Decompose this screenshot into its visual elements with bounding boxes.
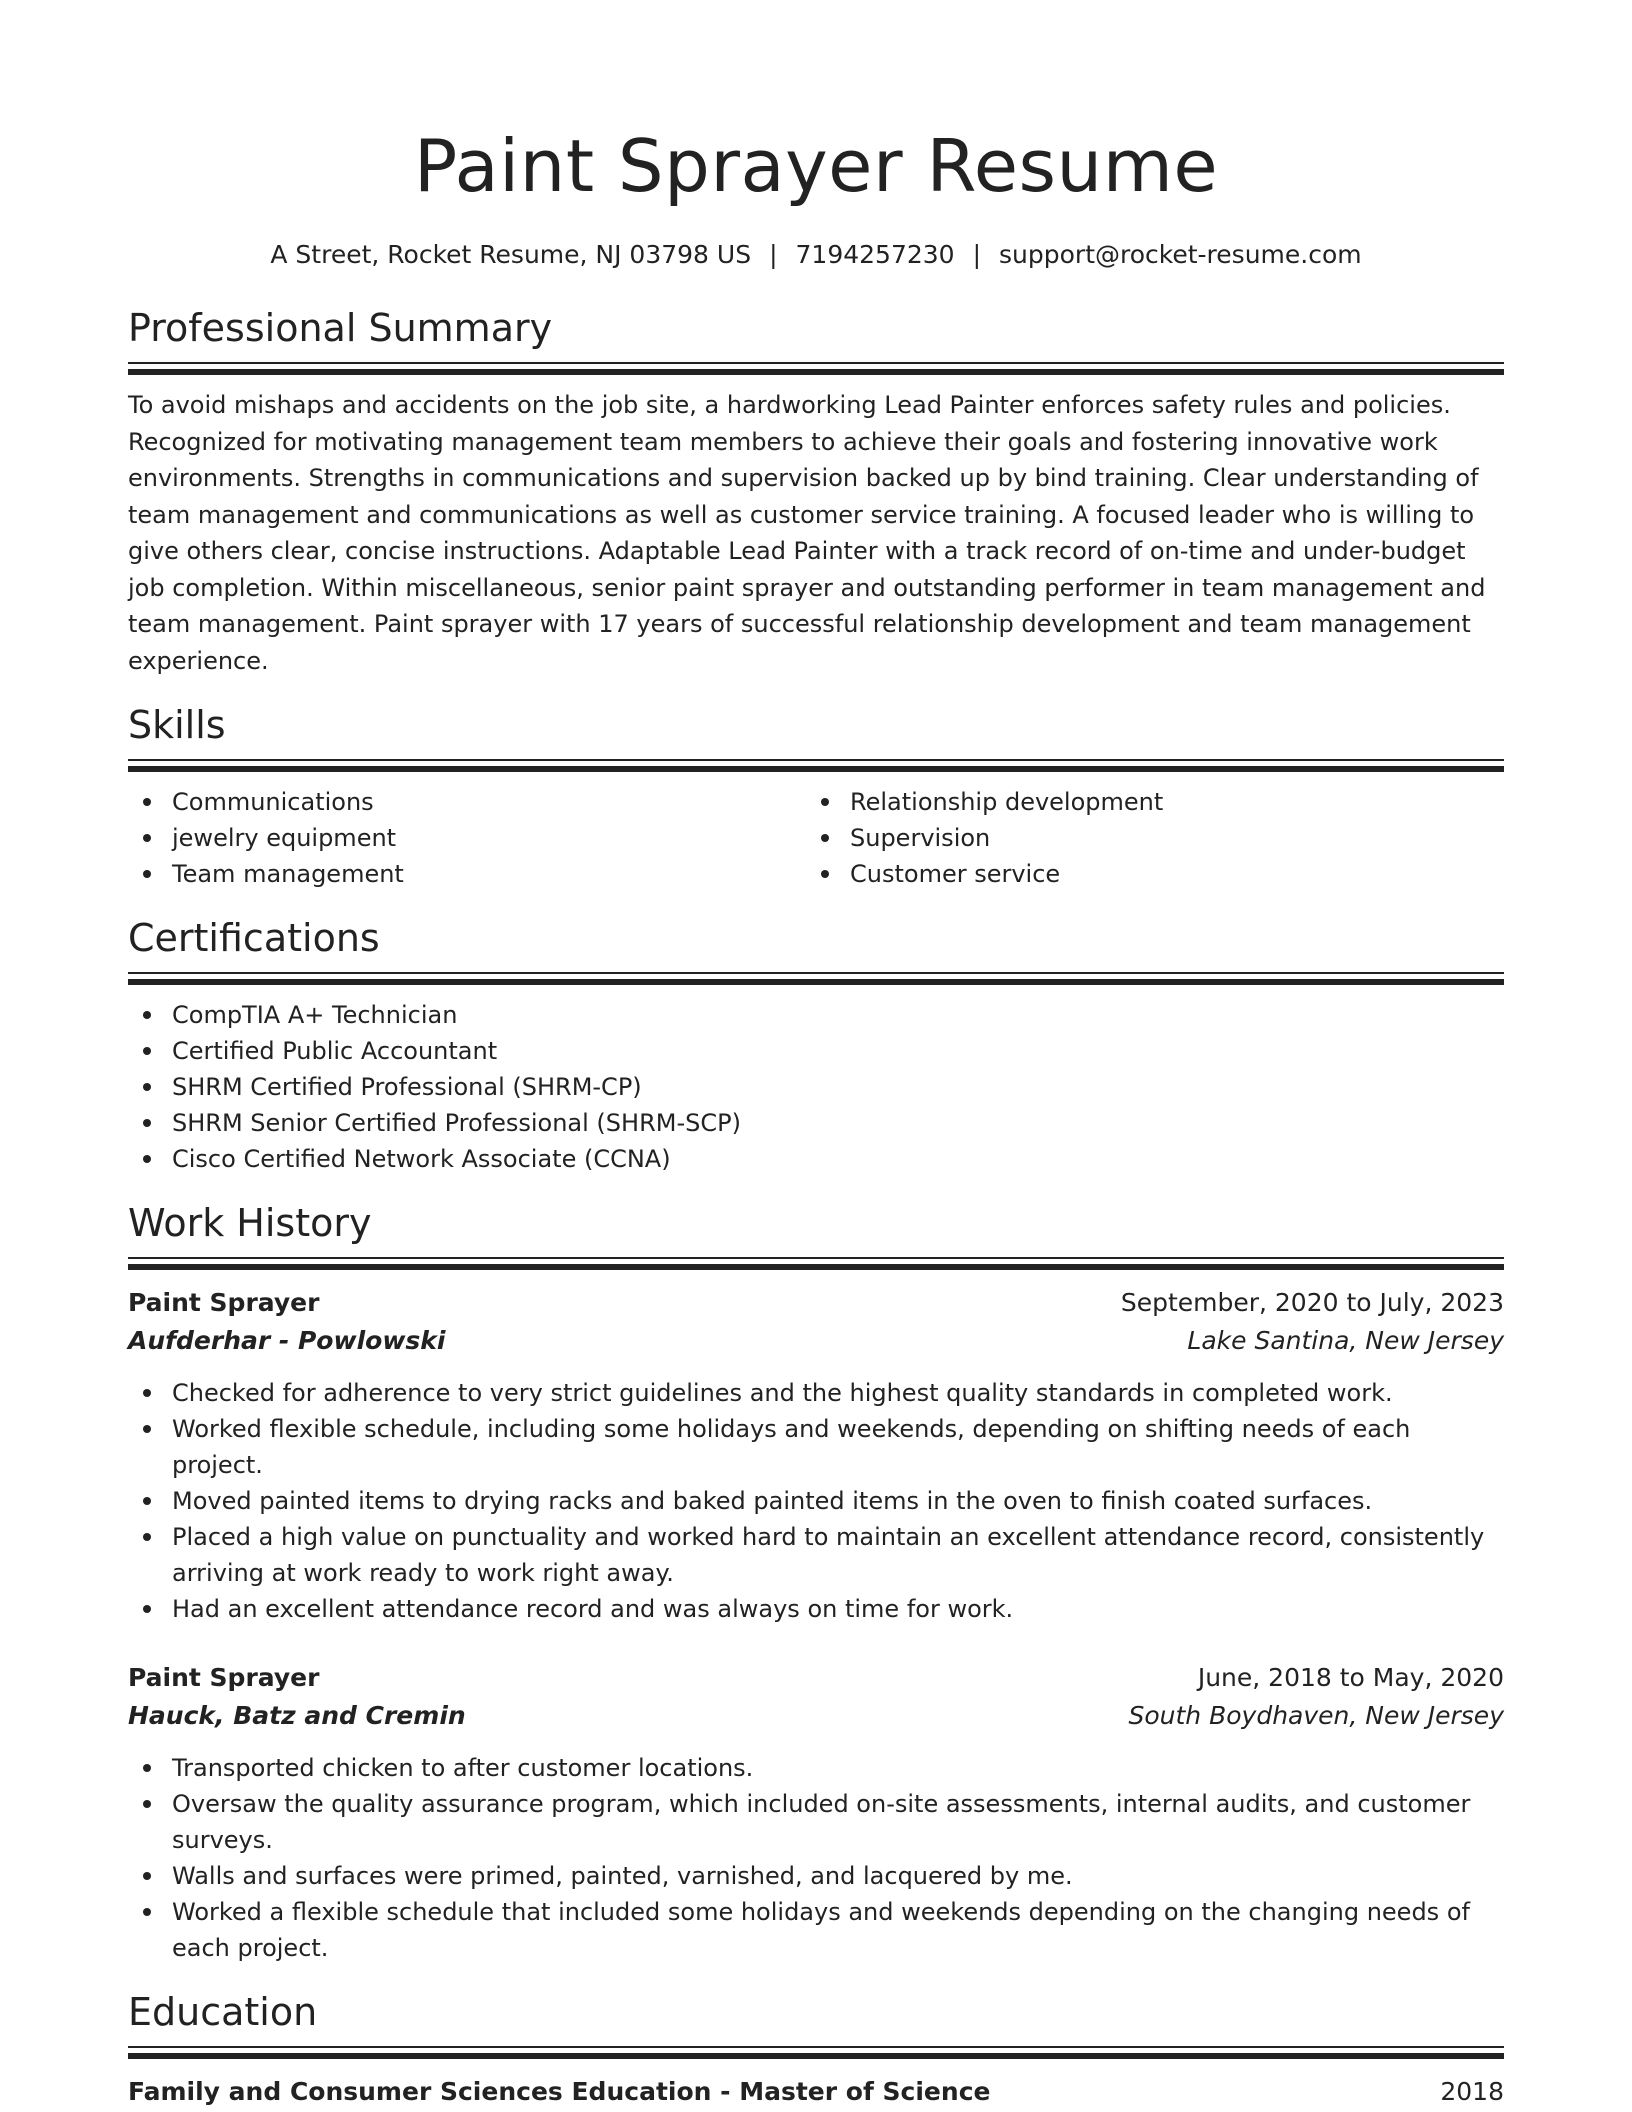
bullet-icon (143, 798, 151, 806)
bullet-icon (143, 1119, 151, 1127)
job-header (128, 1284, 1504, 1322)
job-entry (128, 1659, 1504, 1966)
section-title-work-history: Work History (128, 1201, 372, 1245)
job-bullet: Transported chicken to after customer locations. (128, 1750, 1504, 1786)
certification-item: CompTIA A+ Technician (128, 997, 1504, 1033)
job-location: Lake Santina, New Jersey (1187, 1326, 1504, 1355)
job-dates: June, 2018 to May, 2020 (1197, 1663, 1504, 1692)
skills-list-left (128, 784, 806, 892)
skill-item: jewelry equipment (128, 820, 806, 856)
job-bullets (128, 1750, 1504, 1966)
certification-item: SHRM Certified Professional (SHRM-CP) (128, 1069, 1504, 1105)
job-bullets (128, 1375, 1504, 1627)
skills-grid (128, 784, 1504, 892)
section-divider (128, 972, 1504, 974)
job-location: South Boydhaven, New Jersey (1128, 1701, 1504, 1730)
skill-item: Team management (128, 856, 806, 892)
bullet-icon (143, 870, 151, 878)
bullet-icon (143, 1425, 151, 1433)
bullet-icon (143, 1800, 151, 1808)
job-bullet: Worked flexible schedule, including some holidays and weekends, depending on shifting needs of each project. (128, 1411, 1504, 1483)
bullet-icon (143, 1083, 151, 1091)
bullet-icon (143, 1155, 151, 1163)
section-divider (128, 362, 1504, 364)
education-entry (128, 2073, 1504, 2111)
job-company: Aufderhar - Powlowski (128, 1326, 446, 1355)
skill-item: Relationship development (806, 784, 1484, 820)
section-divider (128, 766, 1504, 772)
job-subheader (128, 1697, 1504, 1735)
bullet-icon (143, 1047, 151, 1055)
skill-item: Customer service (806, 856, 1484, 892)
certification-item: Cisco Certified Network Associate (CCNA) (128, 1141, 1504, 1177)
job-company: Hauck, Batz and Cremin (128, 1701, 466, 1730)
section-divider (128, 369, 1504, 375)
certification-item: Certified Public Accountant (128, 1033, 1504, 1069)
resume-name: Paint Sprayer Resume (413, 124, 1219, 208)
skill-item: Supervision (806, 820, 1484, 856)
education-year: 2018 (1440, 2077, 1504, 2106)
bullet-icon (143, 1011, 151, 1019)
skills-section (128, 701, 1504, 892)
bullet-icon (143, 1533, 151, 1541)
section-divider (128, 1264, 1504, 1270)
certifications-section (128, 914, 1504, 1177)
bullet-icon (143, 1389, 151, 1397)
job-title: Paint Sprayer (128, 1288, 320, 1317)
bullet-icon (143, 1497, 151, 1505)
contact-separator: | (769, 240, 778, 269)
skills-list-right (806, 784, 1484, 892)
job-bullet: Walls and surfaces were primed, painted, varnished, and lacquered by me. (128, 1858, 1504, 1894)
section-divider (128, 979, 1504, 985)
section-divider (128, 2046, 1504, 2048)
bullet-icon (821, 870, 829, 878)
job-title: Paint Sprayer (128, 1663, 320, 1692)
bullet-icon (821, 834, 829, 842)
job-dates: September, 2020 to July, 2023 (1120, 1288, 1504, 1317)
bullet-icon (143, 1605, 151, 1613)
work-history-section (128, 1199, 1504, 1966)
certification-item: SHRM Senior Certified Professional (SHRM-SCP) (128, 1105, 1504, 1141)
summary-section (128, 304, 1504, 679)
skill-item: Communications (128, 784, 806, 820)
job-bullet: Placed a high value on punctuality and worked hard to maintain an excellent attendance record, consistently arriving at work ready to work right away. (128, 1519, 1504, 1591)
job-bullet: Moved painted items to drying racks and baked painted items in the oven to finish coated surfaces. (128, 1483, 1504, 1519)
section-title-education: Education (128, 1990, 318, 2034)
section-title-certifications: Certifications (128, 916, 380, 960)
contact-line (128, 238, 1504, 272)
bullet-icon (143, 1764, 151, 1772)
job-bullet: Had an excellent attendance record and was always on time for work. (128, 1591, 1504, 1627)
bullet-icon (821, 798, 829, 806)
contact-email: support@rocket-resume.com (999, 240, 1362, 269)
job-bullet: Worked a flexible schedule that included some holidays and weekends depending on the changing needs of each project. (128, 1894, 1504, 1966)
bullet-icon (143, 834, 151, 842)
job-bullet: Checked for adherence to very strict guidelines and the highest quality standards in completed work. (128, 1375, 1504, 1411)
education-section (128, 1988, 1504, 2111)
section-divider (128, 1257, 1504, 1259)
contact-phone: 7194257230 (795, 240, 955, 269)
job-header (128, 1659, 1504, 1697)
section-divider (128, 759, 1504, 761)
section-divider (128, 2053, 1504, 2059)
job-bullet: Oversaw the quality assurance program, which included on-site assessments, internal audits, and customer surveys. (128, 1786, 1504, 1858)
summary-text: To avoid mishaps and accidents on the job site, a hardworking Lead Painter enforces safety rules and policies. Recognized for motivating management team members to achieve their goals and fostering innovative work environments. Strengths in communications and supervision backed up by bind training. Clear understanding of team management and communications as well as customer service training. A focused leader who is willing to give others clear, concise instructions. Adaptable Lead Painter with a track record of on-time and under-budget job completion. Within miscellaneous, senior paint sprayer and outstanding performer in team management and team management. Paint sprayer with 17 years of successful relationship development and team management experience. (128, 391, 1486, 675)
bullet-icon (143, 1872, 151, 1880)
job-subheader (128, 1322, 1504, 1360)
education-degree: Family and Consumer Sciences Education - Master of Science (128, 2077, 991, 2106)
resume-page (128, 0, 1504, 2111)
bullet-icon (143, 1908, 151, 1916)
contact-separator: | (972, 240, 982, 269)
section-title-summary: Professional Summary (128, 306, 553, 350)
contact-address: A Street, Rocket Resume, NJ 03798 US (270, 240, 752, 269)
section-title-skills: Skills (128, 703, 226, 747)
job-entry (128, 1284, 1504, 1627)
certifications-list (128, 997, 1504, 1177)
